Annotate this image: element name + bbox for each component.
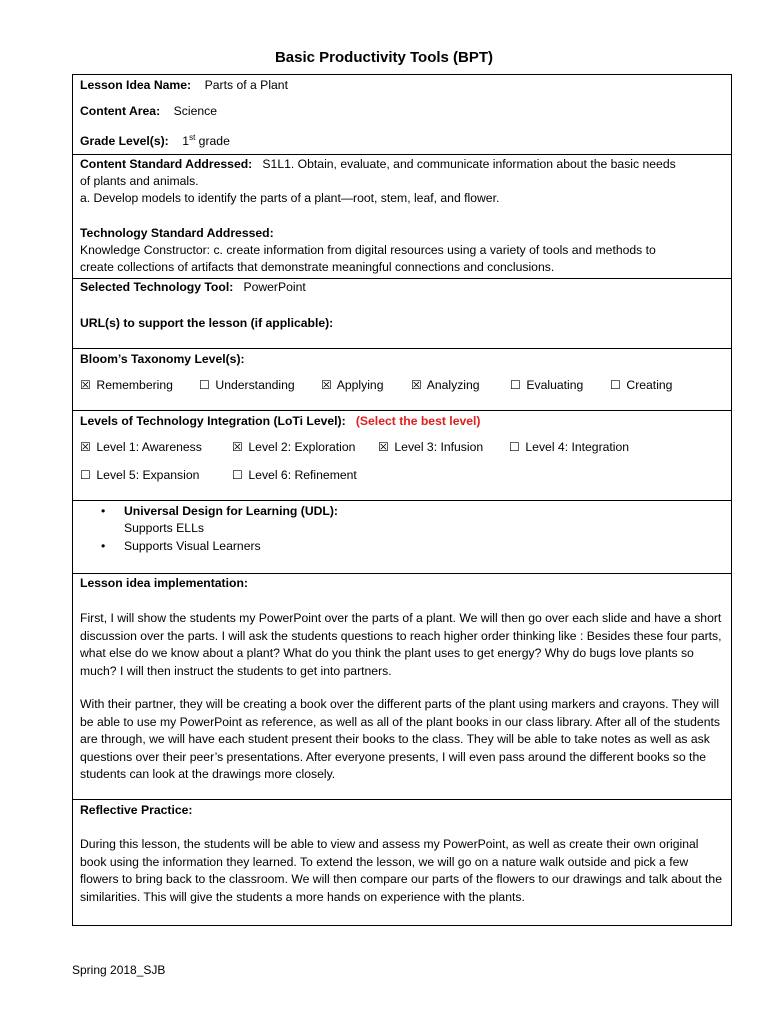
blooms-option-label: Remembering (96, 378, 173, 392)
checkbox-empty-icon: ☐ (232, 468, 243, 482)
blooms-applying[interactable] (321, 377, 383, 394)
footer-text: Spring 2018_SJB (72, 963, 166, 977)
udl-supports-visual: Supports Visual Learners (124, 539, 261, 553)
checkbox-checked-icon: ☒ (232, 440, 243, 454)
content-area-row (80, 103, 725, 120)
content-area-label: Content Area: (80, 104, 161, 118)
blooms-label: Bloom’s Taxonomy Level(s): (80, 352, 245, 366)
url-label: URL(s) to support the lesson (if applicable): (80, 316, 334, 330)
reflective-label: Reflective Practice: (80, 803, 193, 817)
loti-option-label: Level 3: Infusion (394, 440, 484, 454)
loti-level-1[interactable] (80, 439, 202, 456)
udl-bullet-1: • (101, 504, 106, 518)
loti-option-label: Level 1: Awareness (96, 440, 202, 454)
blooms-remembering[interactable] (80, 377, 173, 394)
grade-level-row (80, 129, 725, 150)
grade-number: 1 (182, 134, 190, 149)
checkbox-empty-icon: ☐ (510, 378, 521, 392)
lesson-name-row (80, 77, 725, 94)
lesson-info-section (73, 75, 731, 154)
loti-level-5[interactable] (80, 467, 199, 484)
blooms-option-label: Analyzing (426, 378, 480, 392)
udl-bullet-2: • (101, 539, 106, 553)
blooms-option-label: Evaluating (526, 378, 584, 392)
blooms-option-label: Creating (626, 378, 673, 392)
tech-standard-line1: Knowledge Constructor: c. create information from digital resources using a variety of tools and methods to (80, 243, 656, 257)
content-standard-line3: a. Develop models to identify the parts of a plant—root, stem, leaf, and flower. (80, 191, 500, 205)
loti-option-label: Level 2: Exploration (248, 440, 356, 454)
loti-label: Levels of Technology Integration (LoTi Level): (80, 414, 346, 428)
blooms-understanding[interactable] (199, 377, 295, 394)
loti-section (73, 410, 731, 500)
implementation-section (73, 573, 731, 799)
grade-level-label: Grade Level(s): (80, 134, 169, 149)
tech-tool-value: PowerPoint (243, 280, 306, 294)
blooms-creating[interactable] (610, 377, 672, 394)
content-area-value: Science (173, 104, 218, 118)
tech-standard-line2: create collections of artifacts that demonstrate meaningful connections and conclusions. (80, 260, 555, 274)
tech-tool-label: Selected Technology Tool: (80, 280, 234, 294)
tech-standard-label: Technology Standard Addressed: (80, 226, 274, 240)
implementation-label: Lesson idea implementation: (80, 576, 248, 590)
loti-option-label: Level 6: Refinement (248, 468, 357, 482)
loti-level-4[interactable] (509, 439, 629, 456)
grade-level-value (182, 134, 230, 148)
checkbox-empty-icon: ☐ (199, 378, 210, 392)
checkbox-checked-icon: ☒ (321, 378, 332, 392)
loti-note: (Select the best level) (355, 414, 481, 428)
udl-supports-ells: Supports ELLs (124, 521, 204, 535)
loti-option-label: Level 5: Expansion (96, 468, 200, 482)
loti-heading-row (80, 413, 725, 430)
content-standard-label: Content Standard Addressed: (80, 157, 253, 171)
loti-option-label: Level 4: Integration (525, 440, 630, 454)
udl-section (73, 500, 731, 573)
checkbox-checked-icon: ☒ (378, 440, 389, 454)
checkbox-checked-icon: ☒ (80, 378, 91, 392)
grade-suffix: st (189, 133, 196, 142)
implementation-paragraph-1: First, I will show the students my PowerPoint over the parts of a plant. We will then go over each slide and have a short discussion over the parts. I will ask the students questions to reach higher order thinking like : Besides these four parts, what else do we know about a plant? What do you think the plant uses to get energy? Why do bugs love plants so much? I will then instruct the students to get into partners. (80, 611, 722, 678)
loti-level-3[interactable] (378, 439, 483, 456)
content-standard-line1: S1L1. Obtain, evaluate, and communicate information about the basic needs (262, 157, 676, 171)
blooms-section (73, 348, 731, 410)
checkbox-checked-icon: ☒ (80, 440, 91, 454)
loti-level-2[interactable] (232, 439, 355, 456)
reflective-section (73, 799, 731, 925)
lesson-name-value: Parts of a Plant (204, 78, 288, 92)
standards-section (73, 154, 731, 278)
checkbox-empty-icon: ☐ (80, 468, 91, 482)
blooms-evaluating[interactable] (510, 377, 583, 394)
checkbox-empty-icon: ☐ (610, 378, 621, 392)
loti-level-6[interactable] (232, 467, 357, 484)
blooms-option-label: Understanding (215, 378, 295, 392)
udl-heading: Universal Design for Learning (UDL): (124, 504, 338, 518)
page-title: Basic Productivity Tools (BPT) (274, 49, 494, 66)
tech-tool-row (80, 279, 725, 296)
grade-word: grade (195, 134, 230, 149)
blooms-analyzing[interactable] (411, 377, 480, 394)
reflective-paragraph: During this lesson, the students will be able to view and assess my PowerPoint, as well as create their own original book using the information they learned. To extend the lesson, we will go on a nature walk outside and pick a few flowers to bring back to the classroom. We will then compare our parts of the flowers to our drawings and talk about the similarities. This will give the students a more hands on experience with the plants. (80, 837, 722, 904)
lesson-name-label: Lesson Idea Name: (80, 78, 192, 92)
lesson-form (72, 74, 732, 926)
technology-tool-section (73, 278, 731, 348)
checkbox-checked-icon: ☒ (411, 378, 422, 392)
content-standard-line2: of plants and animals. (80, 174, 199, 188)
content-standard-row (80, 156, 725, 173)
implementation-paragraph-2: With their partner, they will be creating a book over the different parts of the plant using markers and crayons. They will be able to use my PowerPoint as reference, as well as all of the plant books in our class library. After all of the students are through, we will have each student present their books to the class. They will be able to take notes as well as ask questions over their peer’s presentations. After everyone presents, I will even pass around the different books so the students can look at the drawings more closely. (80, 697, 720, 781)
checkbox-empty-icon: ☐ (509, 440, 520, 454)
blooms-option-label: Applying (336, 378, 384, 392)
